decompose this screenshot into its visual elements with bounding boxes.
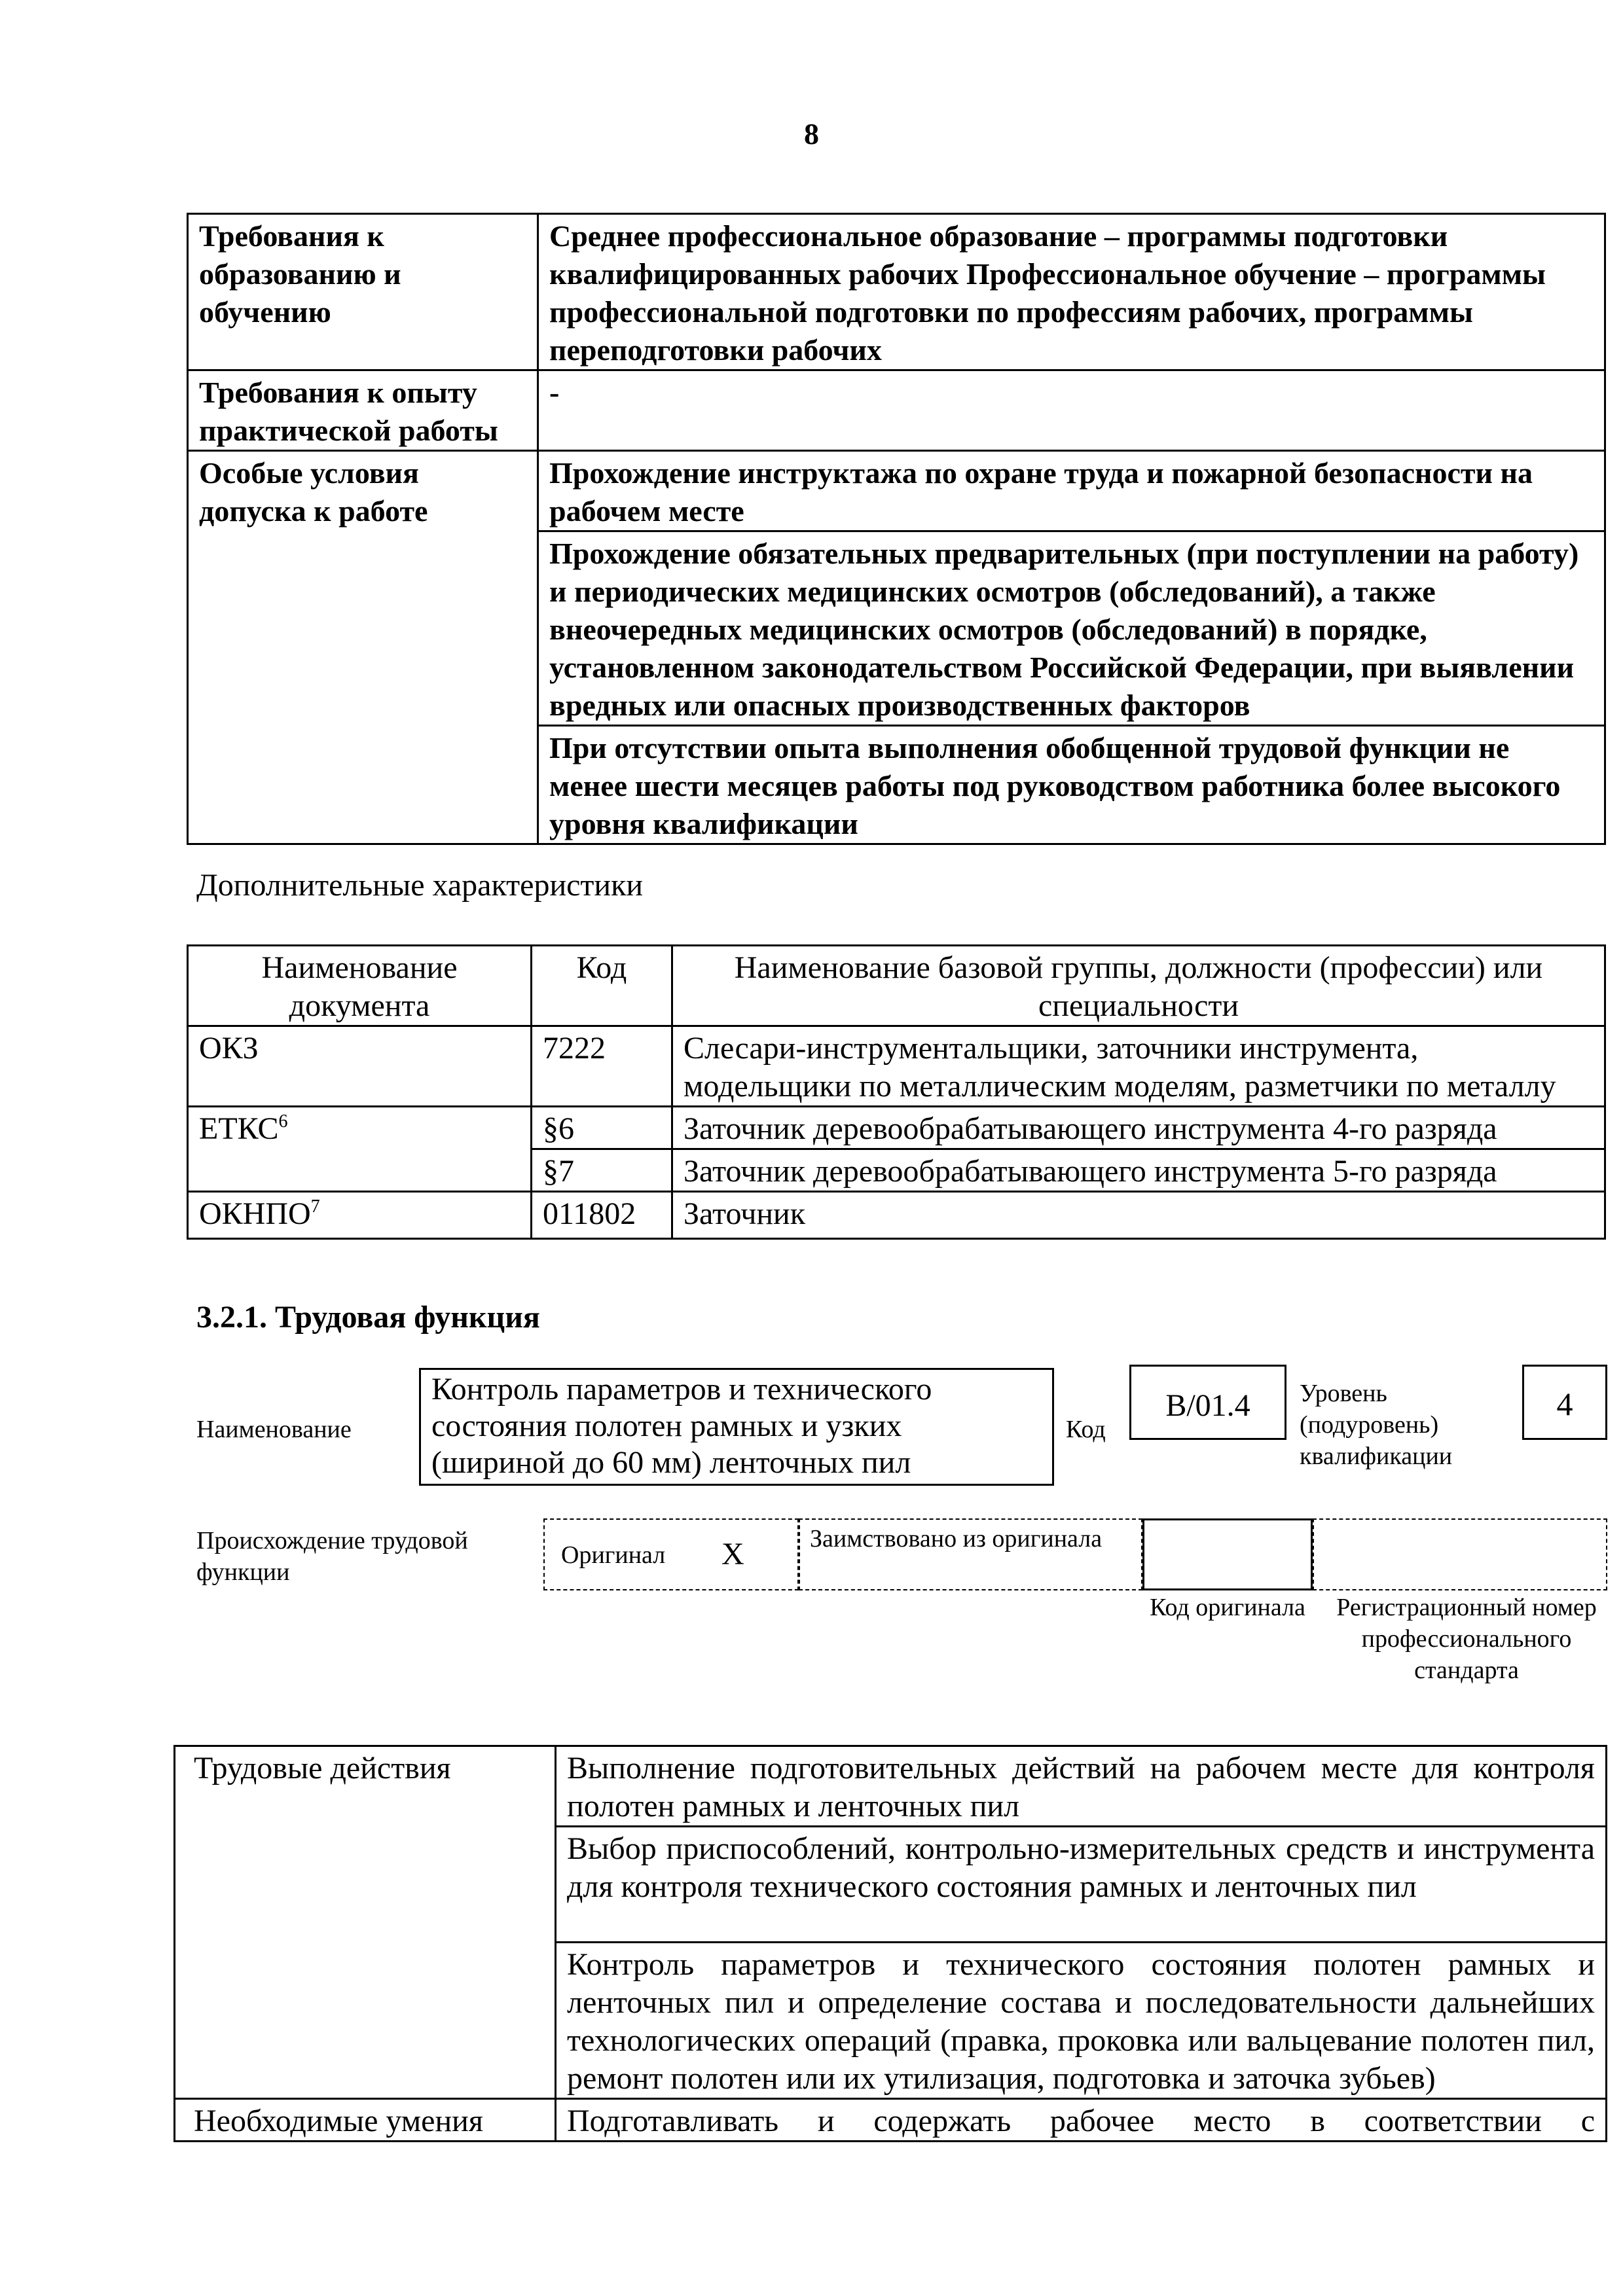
code-cell: §6: [532, 1107, 672, 1149]
page-number: 8: [804, 117, 819, 151]
table-row: [175, 1746, 1607, 1827]
level-value: 4: [1556, 1386, 1573, 1422]
row-label: Необходимые умения: [175, 2099, 556, 2142]
footnote-ref: 7: [310, 1196, 320, 1217]
footnote-ref: 6: [278, 1111, 288, 1132]
original-box: [543, 1518, 799, 1590]
name-label: Наименование: [196, 1416, 352, 1443]
additional-table: [187, 944, 1606, 1240]
doc-cell: ЕТКС$^6$: [188, 1107, 532, 1192]
row-value: Прохождение обязательных предварительных (при поступлении на работу) и периодических медицинских осмотров (обследований), а также внеочередных медицинских осмотров (обследований) в порядке, установленном законодательством Российской Федерации, при выявлении вредных или опасных производственных факторов: [538, 531, 1605, 726]
name-cell: Заточник деревообрабатывающего инструмента 4-го разряда: [672, 1107, 1605, 1149]
function-name: Контроль параметров и технического состояния полотен рамных и узких (шириной до 60 мм) ленточных пил: [431, 1372, 932, 1480]
reg-number-caption: Регистрационный номер профессионального стандарта: [1336, 1594, 1597, 1684]
requirements-table: [187, 213, 1606, 845]
level-label: Уровень (подуровень) квалификации: [1300, 1380, 1453, 1470]
column-header: Код: [532, 946, 672, 1026]
level-box: [1522, 1365, 1607, 1440]
code-cell: §7: [532, 1149, 672, 1192]
row-label: Требования к опыту практической работы: [188, 370, 538, 451]
row-value: -: [538, 370, 1605, 451]
row-value: Выполнение подготовительных действий на рабочем месте для контроля полотен рамных и ленточных пил: [556, 1746, 1607, 1827]
table-row: [188, 1107, 1605, 1149]
doc-cell: ОКНПО$^7$: [188, 1192, 532, 1239]
function-code: В/01.4: [1165, 1388, 1250, 1423]
actions-table: [173, 1745, 1607, 2142]
doc-cell: ОКЗ: [188, 1026, 532, 1107]
original-label: Оригинал: [561, 1541, 666, 1569]
table-row: [188, 370, 1605, 451]
borrowed-label: Заимствовано из оригинала: [810, 1525, 1103, 1552]
original-mark: X: [721, 1537, 744, 1571]
table-row: [188, 1026, 1605, 1107]
table-row: [188, 214, 1605, 370]
code-cell: 7222: [532, 1026, 672, 1107]
function-code-box: [1129, 1365, 1286, 1440]
orig-code-caption: Код оригинала: [1150, 1594, 1305, 1621]
row-value: При отсутствии опыта выполнения обобщенной трудовой функции не менее шести месяцев работы под руководством работника более высокого уровня квалификации: [538, 726, 1605, 844]
reg-number-box: [1313, 1518, 1607, 1590]
row-value: Прохождение инструктажа по охране труда и пожарной безопасности на рабочем месте: [538, 451, 1605, 531]
table-header-row: [188, 946, 1605, 1026]
function-name-box: [419, 1368, 1054, 1486]
original-code-box: [1142, 1518, 1313, 1590]
code-cell: 011802: [532, 1192, 672, 1239]
table-row: [188, 1192, 1605, 1239]
name-cell: Заточник деревообрабатывающего инструмента 5-го разряда: [672, 1149, 1605, 1192]
section-heading: Дополнительные характеристики: [196, 868, 644, 903]
row-value: Контроль параметров и технического состояния полотен рамных и ленточных пил и определение состава и последовательности дальнейших технологических операций (правка, проковка или вальцевание полотен пил, ремонт полотен или их утилизация, подготовка и заточка зубьев): [556, 1943, 1607, 2099]
row-value: Выбор приспособлений, контрольно-измерительных средств и инструмента для контроля технического состояния рамных и ленточных пил: [556, 1827, 1607, 1943]
code-label: Код: [1066, 1416, 1106, 1443]
row-label: Особые условия допуска к работе: [188, 451, 538, 844]
column-header: Наименование базовой группы, должности (профессии) или специальности: [672, 946, 1605, 1026]
row-value: Подготавливать и содержать рабочее место в соответствии с: [556, 2099, 1607, 2142]
column-header: Наименование документа: [188, 946, 532, 1026]
origin-label: Происхождение трудовой функции: [196, 1527, 468, 1586]
section-title: 3.2.1. Трудовая функция: [196, 1300, 540, 1335]
row-label: Требования к образованию и обучению: [188, 214, 538, 370]
table-row: [188, 451, 1605, 531]
borrowed-box: [799, 1518, 1142, 1590]
name-cell: Заточник: [672, 1192, 1605, 1239]
name-cell: Слесари-инструментальщики, заточники инструмента, модельщики по металлическим моделям, разметчики по металлу: [672, 1026, 1605, 1107]
table-row: [175, 2099, 1607, 2142]
row-value: Среднее профессиональное образование – программы подготовки квалифицированных рабочих Профессиональное обучение – программы профессиональной подготовки по профессиям рабочих, программы переподготовки рабочих: [538, 214, 1605, 370]
row-label: Трудовые действия: [175, 1746, 556, 2099]
